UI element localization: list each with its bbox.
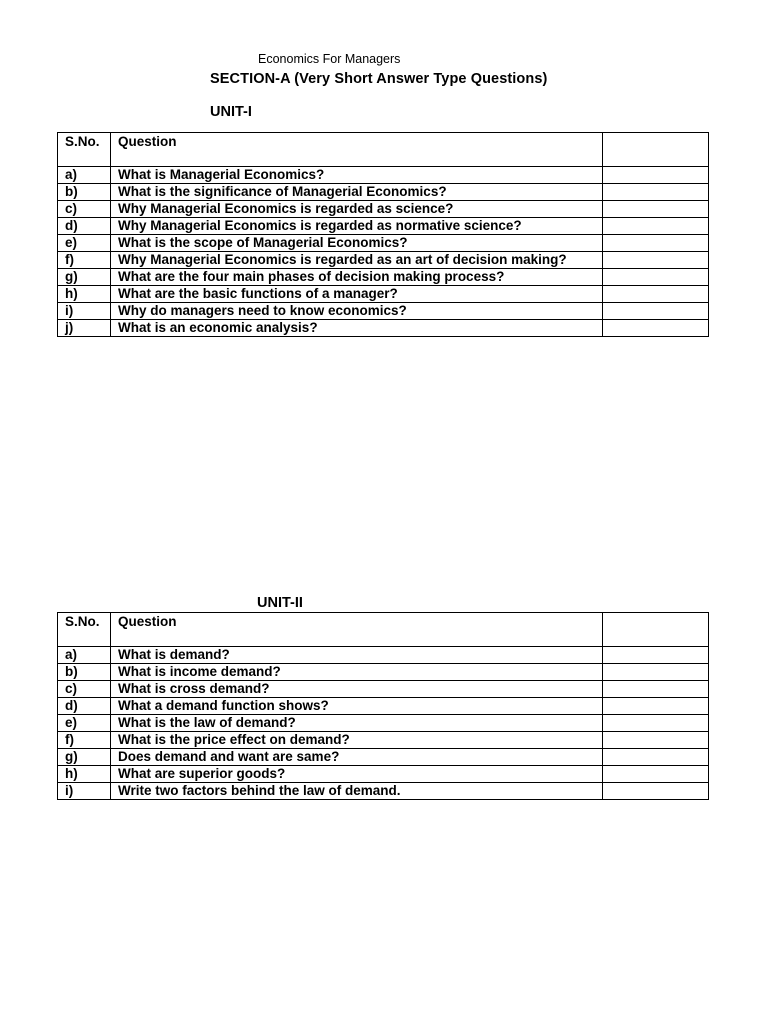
unit1-label: UNIT-I [210, 104, 252, 120]
blank-cell [603, 664, 709, 681]
blank-cell [603, 269, 709, 286]
question-cell: Write two factors behind the law of demand. [111, 783, 603, 800]
sno-cell: c) [58, 681, 111, 698]
table-row [58, 681, 709, 698]
blank-header [603, 613, 709, 647]
unit2-label: UNIT-II [257, 595, 303, 611]
blank-cell [603, 167, 709, 184]
blank-cell [603, 184, 709, 201]
blank-cell [603, 218, 709, 235]
sno-cell: i) [58, 783, 111, 800]
question-header: Question [111, 613, 603, 647]
table-row [58, 783, 709, 800]
blank-cell [603, 252, 709, 269]
sno-cell: h) [58, 286, 111, 303]
sno-header: S.No. [58, 133, 111, 167]
blank-cell [603, 647, 709, 664]
question-cell: What are superior goods? [111, 766, 603, 783]
question-cell: What are the basic functions of a manager? [111, 286, 603, 303]
table-row [58, 201, 709, 218]
question-cell: What is Managerial Economics? [111, 167, 603, 184]
table-row [58, 320, 709, 337]
table-header-row [58, 613, 709, 647]
sno-cell: a) [58, 647, 111, 664]
table-row [58, 732, 709, 749]
table-row [58, 252, 709, 269]
sno-cell: e) [58, 715, 111, 732]
sno-cell: g) [58, 749, 111, 766]
sno-cell: d) [58, 218, 111, 235]
sno-cell: c) [58, 201, 111, 218]
sno-cell: f) [58, 732, 111, 749]
table-header-row [58, 133, 709, 167]
table-row [58, 269, 709, 286]
question-cell: Why do managers need to know economics? [111, 303, 603, 320]
section-title: SECTION-A (Very Short Answer Type Questions) [210, 71, 548, 87]
sno-cell: e) [58, 235, 111, 252]
sno-cell: f) [58, 252, 111, 269]
question-cell: Why Managerial Economics is regarded as normative science? [111, 218, 603, 235]
table-row [58, 218, 709, 235]
blank-cell [603, 766, 709, 783]
table-row [58, 749, 709, 766]
question-cell: What is an economic analysis? [111, 320, 603, 337]
question-header: Question [111, 133, 603, 167]
question-cell: What is the price effect on demand? [111, 732, 603, 749]
unit2-question-table [57, 612, 709, 800]
table-row [58, 184, 709, 201]
question-cell: What is the scope of Managerial Economics? [111, 235, 603, 252]
sno-cell: d) [58, 698, 111, 715]
table-row [58, 715, 709, 732]
blank-header [603, 133, 709, 167]
blank-cell [603, 732, 709, 749]
table-row [58, 167, 709, 184]
table-row [58, 235, 709, 252]
table-row [58, 664, 709, 681]
question-cell: What is the significance of Managerial Economics? [111, 184, 603, 201]
table-row [58, 698, 709, 715]
sno-cell: g) [58, 269, 111, 286]
sno-cell: h) [58, 766, 111, 783]
blank-cell [603, 320, 709, 337]
question-cell: Why Managerial Economics is regarded as science? [111, 201, 603, 218]
question-cell: Why Managerial Economics is regarded as an art of decision making? [111, 252, 603, 269]
blank-cell [603, 235, 709, 252]
sno-cell: i) [58, 303, 111, 320]
unit1-question-table [57, 132, 709, 337]
blank-cell [603, 715, 709, 732]
question-cell: What is income demand? [111, 664, 603, 681]
document-title: Economics For Managers [258, 52, 401, 66]
blank-cell [603, 201, 709, 218]
blank-cell [603, 783, 709, 800]
question-cell: What is demand? [111, 647, 603, 664]
sno-cell: j) [58, 320, 111, 337]
blank-cell [603, 286, 709, 303]
sno-header: S.No. [58, 613, 111, 647]
question-cell: What a demand function shows? [111, 698, 603, 715]
question-cell: What are the four main phases of decision making process? [111, 269, 603, 286]
table-row [58, 766, 709, 783]
question-cell: Does demand and want are same? [111, 749, 603, 766]
table-row [58, 647, 709, 664]
question-cell: What is the law of demand? [111, 715, 603, 732]
question-cell: What is cross demand? [111, 681, 603, 698]
blank-cell [603, 749, 709, 766]
blank-cell [603, 698, 709, 715]
blank-cell [603, 681, 709, 698]
sno-cell: b) [58, 664, 111, 681]
sno-cell: b) [58, 184, 111, 201]
sno-cell: a) [58, 167, 111, 184]
table-row [58, 286, 709, 303]
table-row [58, 303, 709, 320]
blank-cell [603, 303, 709, 320]
